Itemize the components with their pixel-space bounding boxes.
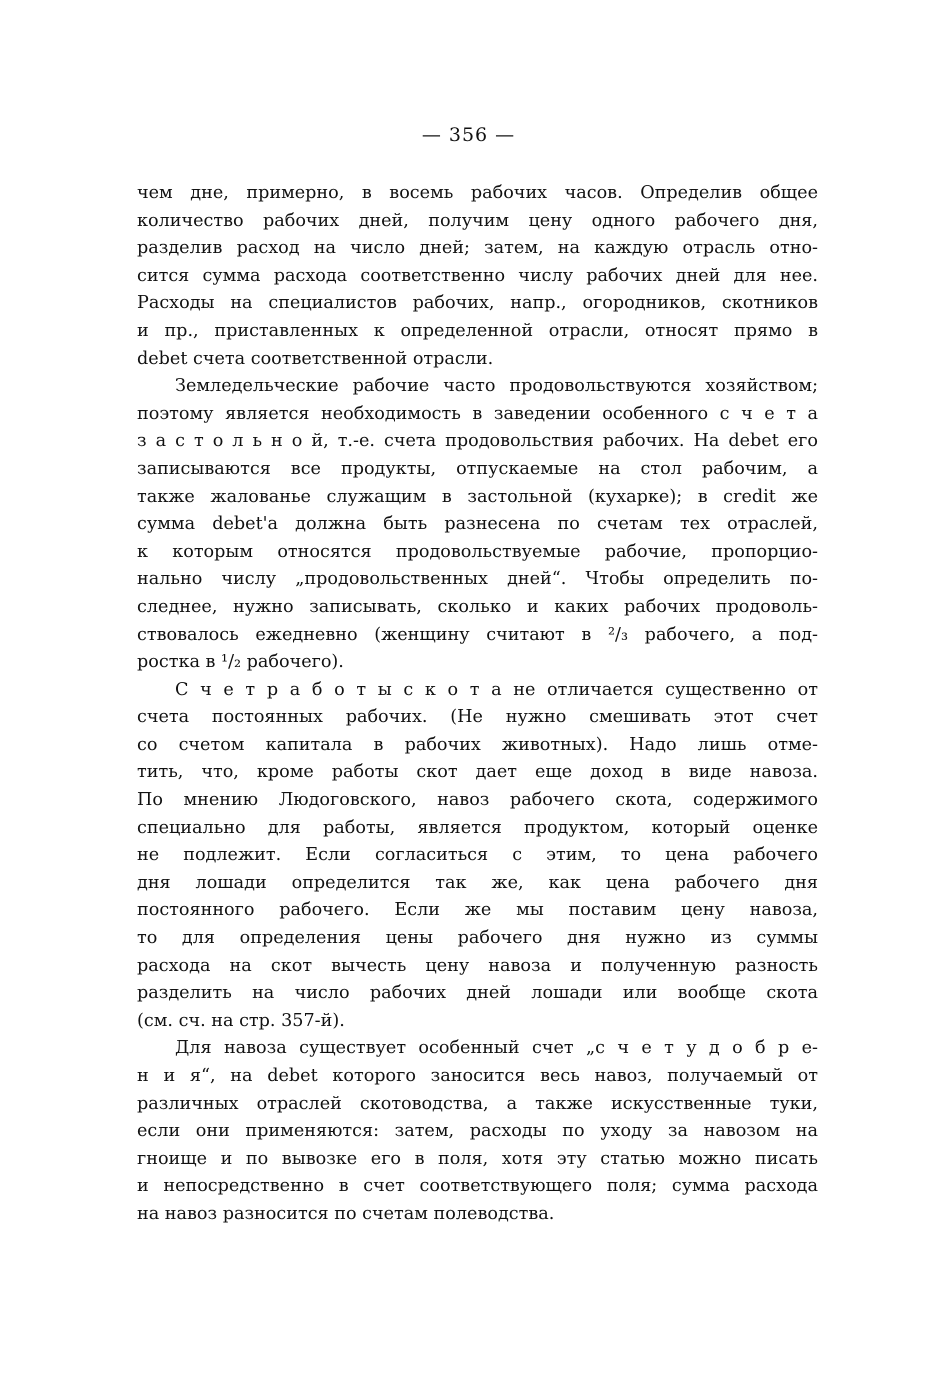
text-line: к которым относятся продовольствуемые рабочие, пропорцио-	[137, 541, 818, 562]
text-line: debet счета соответственной отрасли.	[137, 348, 494, 369]
text-line: сится сумма расхода соответственно числу рабочих дней для нее.	[137, 265, 818, 286]
text-line: сумма debet'а должна быть разнесена по счетам тех отраслей,	[137, 514, 818, 535]
text-line: Для навоза существует особенный счет „с ч е т у д о б р е-	[175, 1038, 818, 1059]
text-line: дня лошади определится так же, как цена рабочего дня	[137, 872, 818, 893]
page-number: — 356 —	[421, 124, 516, 146]
text-line: специально для работы, является продуктом, который оценке	[137, 817, 818, 838]
text-line: ствовалось ежедневно (женщину считают в ²/₃ рабочего, а под-	[137, 624, 818, 645]
text-line: также жалованье служащим в застольной (кухарке); в credit же	[137, 486, 818, 507]
text-line: Расходы на специалистов рабочих, напр., огородников, скотников	[137, 293, 818, 314]
text-line: з а с т о л ь н о й, т.-е. счета продовольствия рабочих. На debet его	[137, 431, 818, 452]
text-line: на навоз разносится по счетам полеводства.	[137, 1203, 555, 1224]
text-line: если они применяются: затем, расходы по уходу за навозом на	[137, 1121, 818, 1142]
text-line: нально числу „продовольственных дней“. Чтобы определить по-	[137, 569, 818, 590]
text-line: то для определения цены рабочего дня нужно из суммы	[137, 928, 818, 949]
text-line: и пр., приставленных к определенной отрасли, относят прямо в	[137, 320, 818, 341]
text-line: количество рабочих дней, получим цену одного рабочего дня,	[137, 210, 818, 231]
text-line: С ч е т р а б о т ы с к о т а не отличается существенно от	[175, 679, 818, 700]
text-line: По мнению Людоговского, навоз рабочего скота, содержимого	[137, 790, 818, 811]
text-line: Земледельческие рабочие часто продовольствуются хозяйством;	[175, 376, 818, 397]
text-line: разделив расход на число дней; затем, на каждую отрасль отно-	[137, 238, 818, 259]
text-line: не подлежит. Если согласиться с этим, то цена рабочего	[137, 845, 818, 866]
text-line: тить, что, кроме работы скот дает еще доход в виде навоза.	[137, 762, 818, 783]
text-line: поэтому является необходимость в заведении особенного с ч е т а	[137, 403, 818, 424]
text-line: и непосредственно в счет соответствующего поля; сумма расхода	[137, 1176, 818, 1197]
text-line: записываются все продукты, отпускаемые на стол рабочим, а	[137, 458, 818, 479]
text-line: счета постоянных рабочих. (Не нужно смешивать этот счет	[137, 707, 818, 728]
text-line: со счетом капитала в рабочих животных). Надо лишь отме-	[137, 734, 818, 755]
text-line: следнее, нужно записывать, сколько и каких рабочих продоволь-	[137, 596, 818, 617]
text-line: разделить на число рабочих дней лошади или вообще скота	[137, 983, 818, 1004]
text-line: ростка в ¹/₂ рабочего).	[137, 652, 344, 673]
text-line: расхода на скот вычесть цену навоза и полученную разность	[137, 955, 818, 976]
text-line: (см. сч. на стр. 357-й).	[137, 1010, 345, 1031]
text-line: постоянного рабочего. Если же мы поставим цену навоза,	[137, 900, 818, 921]
text-line: гноище и по вывозке его в поля, хотя эту статью можно писать	[137, 1148, 818, 1169]
body-text	[137, 180, 818, 1229]
text-line: различных отраслей скотоводства, а также искусственные туки,	[137, 1093, 818, 1114]
text-line: чем дне, примерно, в восемь рабочих часов. Определив общее	[137, 183, 818, 203]
text-line: н и я“, на debet которого заносится весь навоз, получаемый от	[137, 1066, 818, 1086]
